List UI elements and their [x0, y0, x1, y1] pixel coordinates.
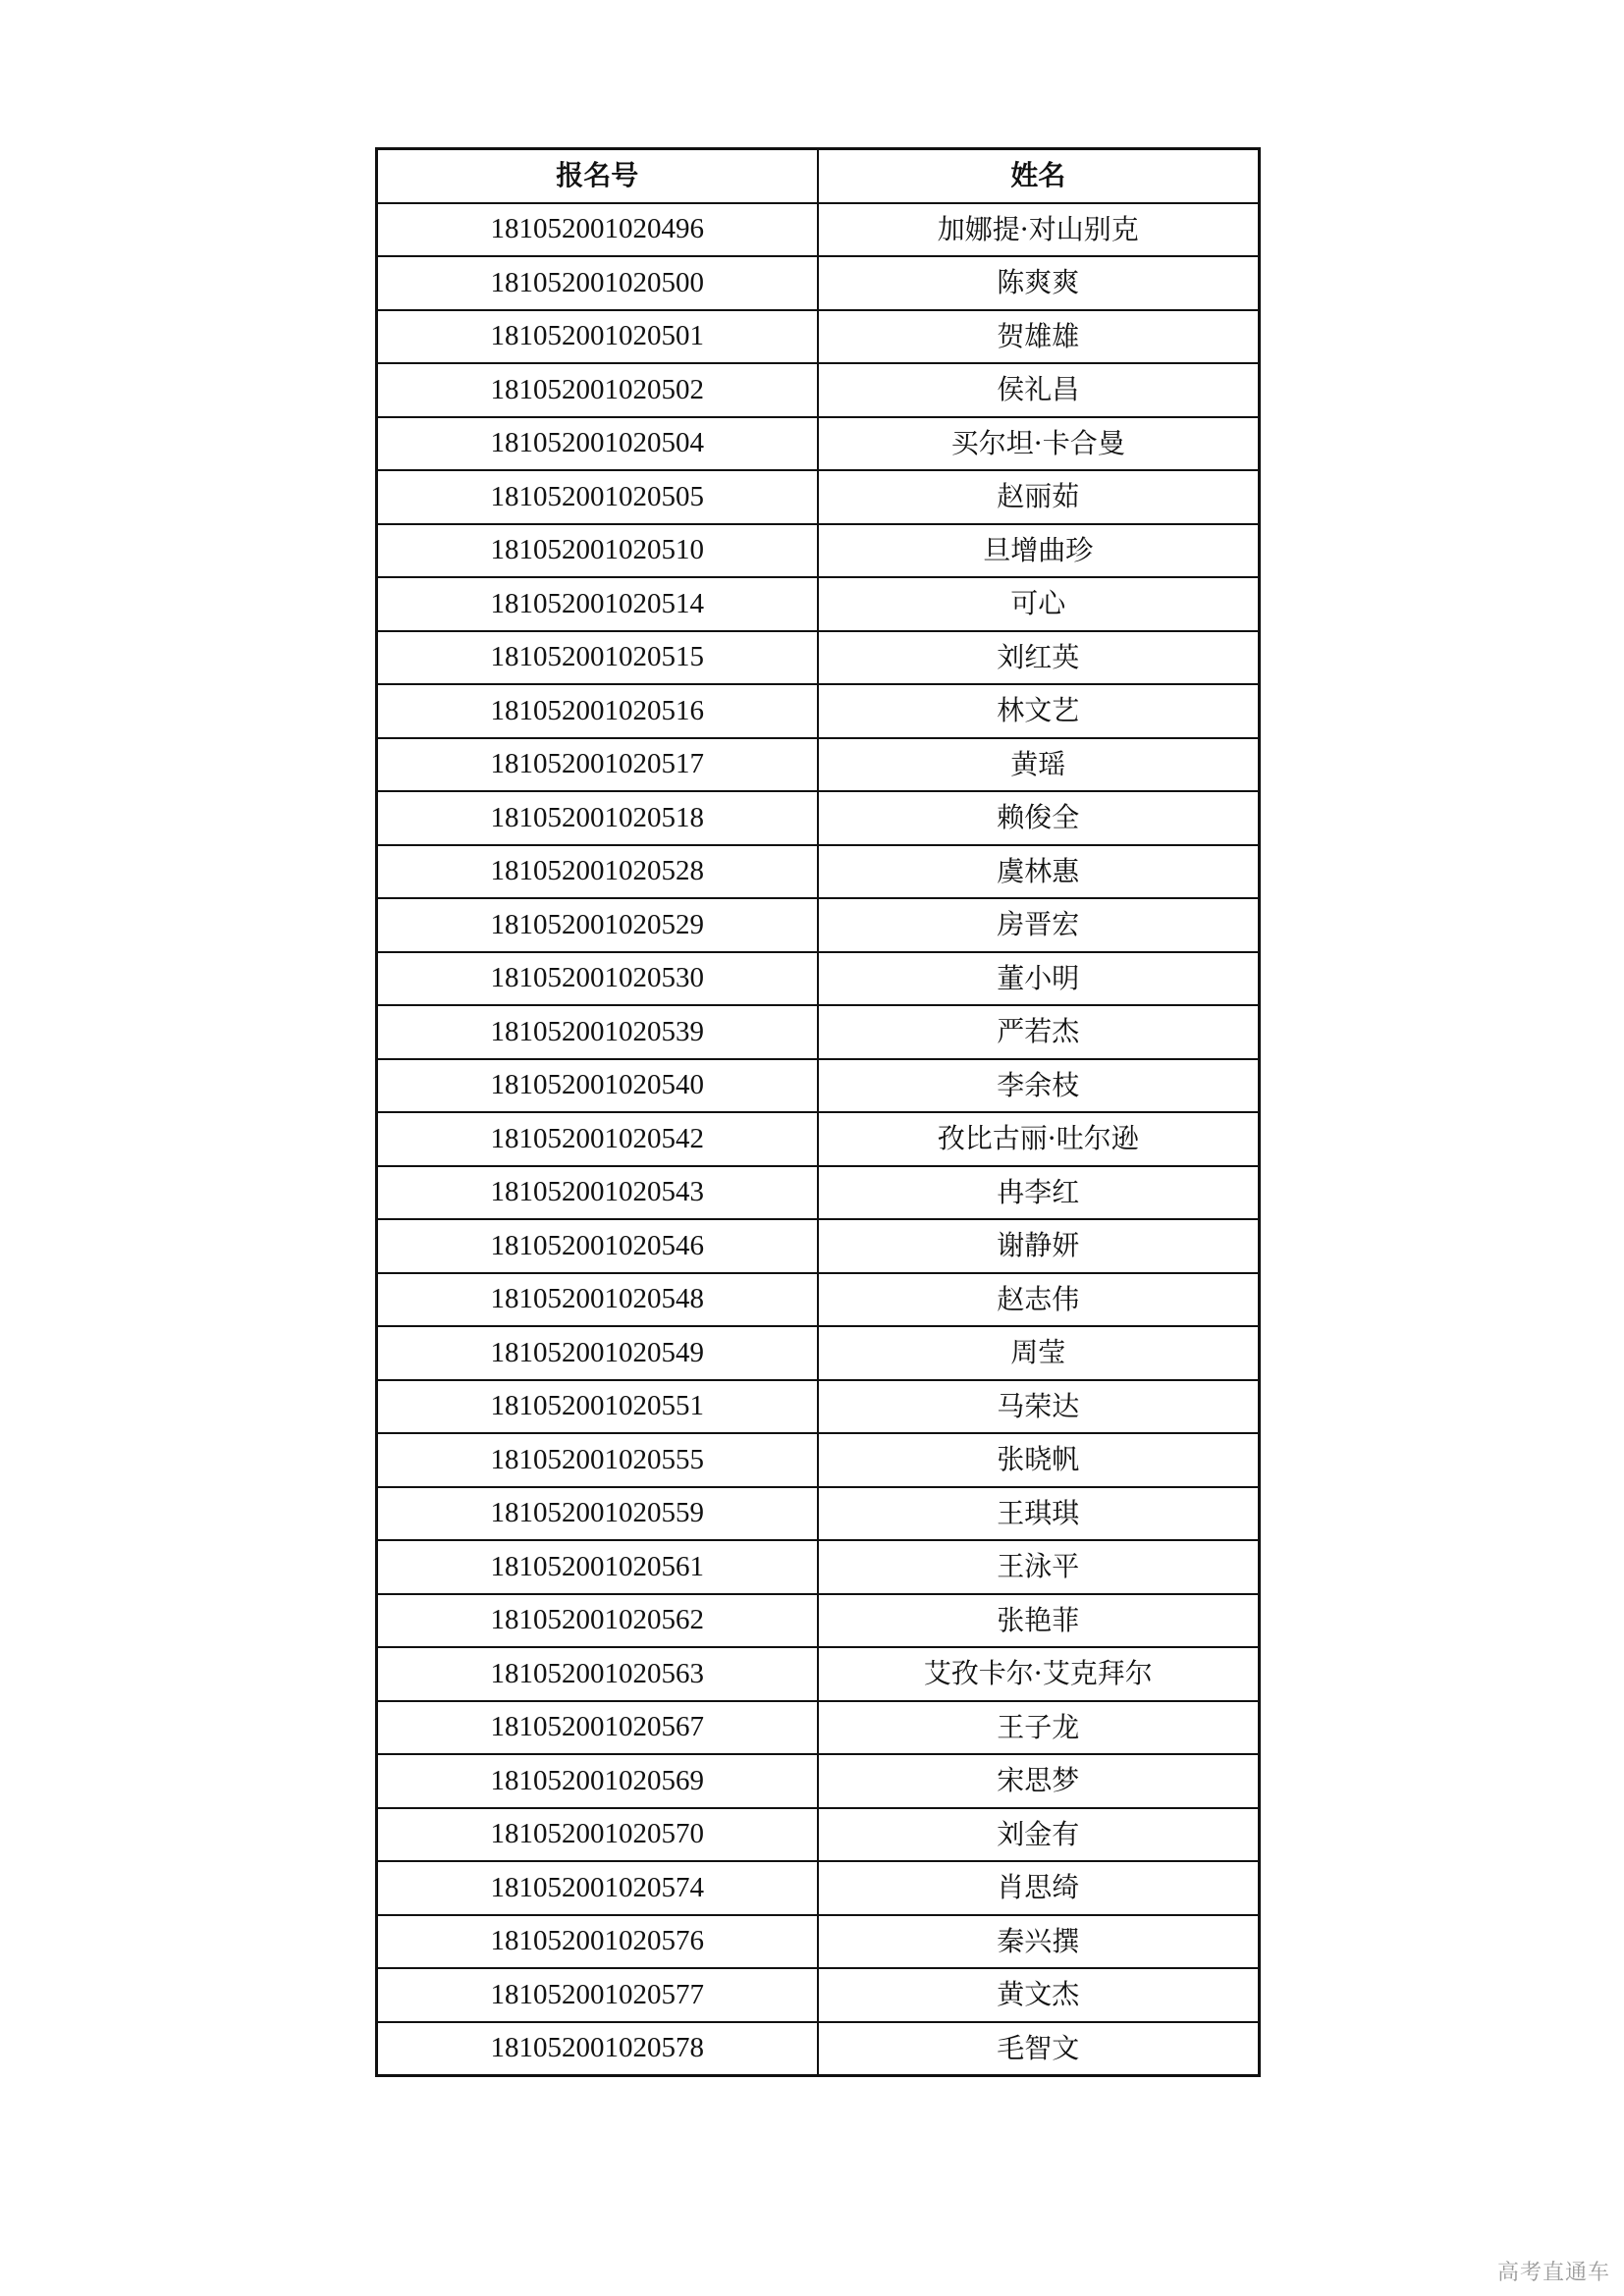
cell-registration-id: 181052001020542: [377, 1112, 818, 1166]
cell-name: 冉李红: [818, 1166, 1260, 1220]
cell-registration-id: 181052001020555: [377, 1433, 818, 1487]
table-row: [377, 1059, 1260, 1113]
table-row: [377, 1005, 1260, 1059]
table-row: [377, 1166, 1260, 1220]
cell-registration-id: 181052001020551: [377, 1380, 818, 1434]
table-row: [377, 1380, 1260, 1434]
cell-name: 黄文杰: [818, 1968, 1260, 2022]
cell-name: 张晓帆: [818, 1433, 1260, 1487]
cell-name: 赖俊全: [818, 791, 1260, 845]
cell-registration-id: 181052001020510: [377, 524, 818, 578]
cell-name: 谢静妍: [818, 1219, 1260, 1273]
cell-name: 马荣达: [818, 1380, 1260, 1434]
cell-registration-id: 181052001020516: [377, 684, 818, 738]
table-body: [377, 203, 1260, 2076]
table-row: [377, 1861, 1260, 1915]
table-row: [377, 2022, 1260, 2076]
cell-registration-id: 181052001020548: [377, 1273, 818, 1327]
cell-registration-id: 181052001020574: [377, 1861, 818, 1915]
cell-registration-id: 181052001020504: [377, 417, 818, 471]
table-row: [377, 363, 1260, 417]
cell-name: 毛智文: [818, 2022, 1260, 2076]
cell-registration-id: 181052001020540: [377, 1059, 818, 1113]
cell-name: 陈爽爽: [818, 256, 1260, 310]
cell-registration-id: 181052001020515: [377, 631, 818, 685]
cell-registration-id: 181052001020502: [377, 363, 818, 417]
cell-name: 赵丽茹: [818, 470, 1260, 524]
table-row: [377, 1647, 1260, 1701]
cell-name: 宋思梦: [818, 1754, 1260, 1808]
cell-name: 林文艺: [818, 684, 1260, 738]
table-row: [377, 952, 1260, 1006]
cell-name: 王子龙: [818, 1701, 1260, 1755]
cell-name: 严若杰: [818, 1005, 1260, 1059]
watermark-text: 高考直通车: [1496, 2261, 1610, 2285]
cell-name: 加娜提·对山别克: [818, 203, 1260, 257]
column-header-id: 报名号: [377, 149, 818, 203]
table-row: [377, 738, 1260, 792]
cell-name: 董小明: [818, 952, 1260, 1006]
cell-registration-id: 181052001020570: [377, 1808, 818, 1862]
table-row: [377, 1968, 1260, 2022]
cell-name: 王琪琪: [818, 1487, 1260, 1541]
cell-registration-id: 181052001020561: [377, 1540, 818, 1594]
cell-name: 刘金有: [818, 1808, 1260, 1862]
table-row: [377, 470, 1260, 524]
table-row: [377, 1540, 1260, 1594]
cell-name: 孜比古丽·吐尔逊: [818, 1112, 1260, 1166]
cell-registration-id: 181052001020563: [377, 1647, 818, 1701]
table-row: [377, 1326, 1260, 1380]
cell-registration-id: 181052001020546: [377, 1219, 818, 1273]
table-row: [377, 1808, 1260, 1862]
cell-name: 旦增曲珍: [818, 524, 1260, 578]
cell-registration-id: 181052001020505: [377, 470, 818, 524]
cell-registration-id: 181052001020576: [377, 1915, 818, 1969]
cell-name: 秦兴撰: [818, 1915, 1260, 1969]
cell-registration-id: 181052001020559: [377, 1487, 818, 1541]
table-row: [377, 898, 1260, 952]
cell-registration-id: 181052001020539: [377, 1005, 818, 1059]
column-header-name: 姓名: [818, 149, 1260, 203]
table-row: [377, 684, 1260, 738]
table-row: [377, 1915, 1260, 1969]
cell-registration-id: 181052001020569: [377, 1754, 818, 1808]
cell-name: 可心: [818, 577, 1260, 631]
table-row: [377, 1594, 1260, 1648]
table-row: [377, 1754, 1260, 1808]
table-row: [377, 256, 1260, 310]
cell-name: 刘红英: [818, 631, 1260, 685]
table-row: [377, 631, 1260, 685]
table-row: [377, 1433, 1260, 1487]
table-row: [377, 791, 1260, 845]
cell-name: 侯礼昌: [818, 363, 1260, 417]
cell-name: 肖思绮: [818, 1861, 1260, 1915]
table-row: [377, 1273, 1260, 1327]
table-header-row: [377, 149, 1260, 203]
roster-sheet: [375, 147, 1258, 2077]
table-row: [377, 310, 1260, 364]
cell-registration-id: 181052001020500: [377, 256, 818, 310]
cell-name: 房晋宏: [818, 898, 1260, 952]
cell-name: 周莹: [818, 1326, 1260, 1380]
table-row: [377, 845, 1260, 899]
cell-name: 李余枝: [818, 1059, 1260, 1113]
cell-registration-id: 181052001020578: [377, 2022, 818, 2076]
cell-name: 艾孜卡尔·艾克拜尔: [818, 1647, 1260, 1701]
cell-registration-id: 181052001020543: [377, 1166, 818, 1220]
cell-name: 买尔坦·卡合曼: [818, 417, 1260, 471]
table-row: [377, 417, 1260, 471]
cell-registration-id: 181052001020517: [377, 738, 818, 792]
cell-registration-id: 181052001020549: [377, 1326, 818, 1380]
cell-name: 张艳菲: [818, 1594, 1260, 1648]
cell-registration-id: 181052001020496: [377, 203, 818, 257]
cell-registration-id: 181052001020577: [377, 1968, 818, 2022]
cell-registration-id: 181052001020518: [377, 791, 818, 845]
table-row: [377, 203, 1260, 257]
table-row: [377, 524, 1260, 578]
roster-table: [375, 147, 1261, 2077]
table-row: [377, 1487, 1260, 1541]
cell-name: 赵志伟: [818, 1273, 1260, 1327]
table-row: [377, 1112, 1260, 1166]
cell-name: 黄瑶: [818, 738, 1260, 792]
table-row: [377, 1219, 1260, 1273]
cell-name: 王泳平: [818, 1540, 1260, 1594]
cell-name: 贺雄雄: [818, 310, 1260, 364]
table-row: [377, 1701, 1260, 1755]
cell-registration-id: 181052001020501: [377, 310, 818, 364]
cell-registration-id: 181052001020530: [377, 952, 818, 1006]
cell-registration-id: 181052001020567: [377, 1701, 818, 1755]
cell-registration-id: 181052001020528: [377, 845, 818, 899]
cell-registration-id: 181052001020514: [377, 577, 818, 631]
cell-registration-id: 181052001020529: [377, 898, 818, 952]
cell-name: 虞林惠: [818, 845, 1260, 899]
cell-registration-id: 181052001020562: [377, 1594, 818, 1648]
table-row: [377, 577, 1260, 631]
